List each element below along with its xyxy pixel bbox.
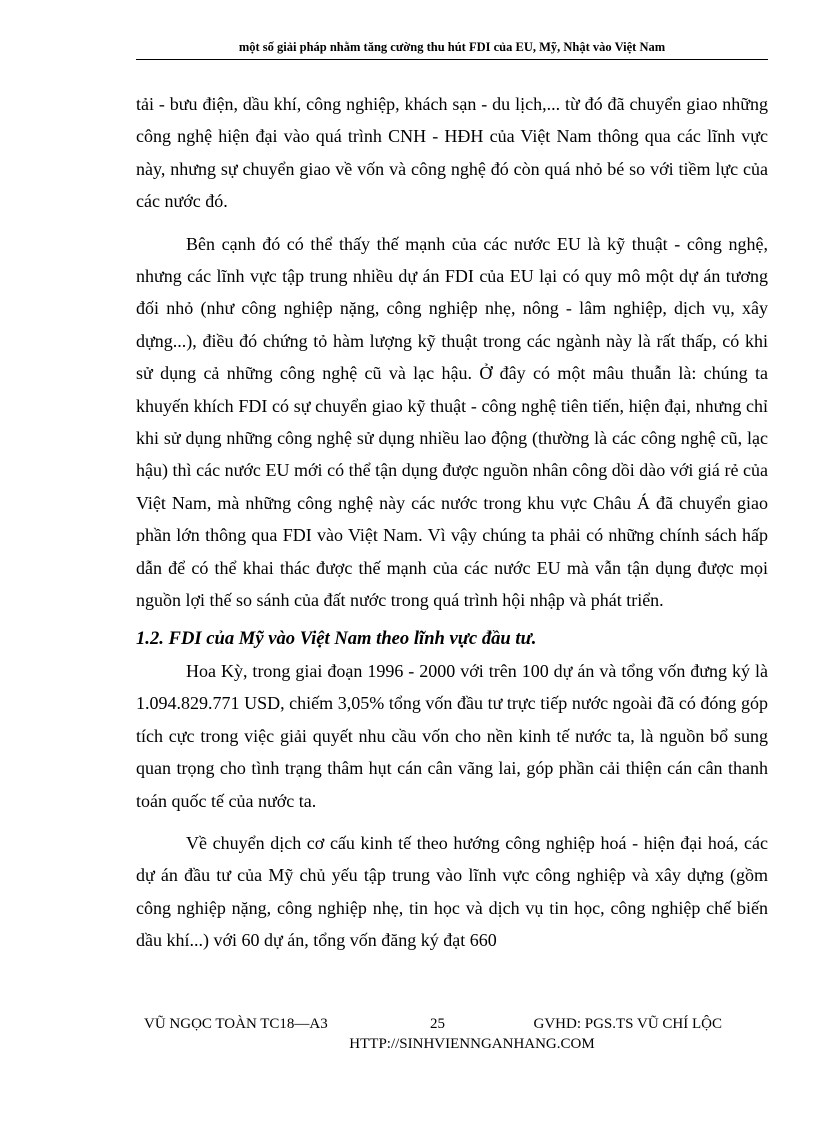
paragraph-continuation: tải - bưu điện, dầu khí, công nghiệp, khách sạn - du lịch,... từ đó đã chuyển giao những công nghệ hiện đại vào quá trình CNH - HĐH của Việt Nam thông qua các lĩnh vực này, nhưng sự chuyển giao về vốn và công nghệ đó còn quá nhỏ bé so với tiềm lực của các nước đó. xyxy=(136,94,768,212)
page-header xyxy=(136,40,768,60)
header-title: một số giải pháp nhằm tăng cường thu hút FDI của EU, Mỹ, Nhật vào Việt Nam xyxy=(238,40,666,54)
footer-url: HTTP://SINHVIENNGANHANG.COM xyxy=(349,1036,595,1052)
page-number: 25 xyxy=(430,1016,445,1032)
paragraph-eu-technology: Bên cạnh đó có thể thấy thế mạnh của các nước EU là kỹ thuật - công nghệ, nhưng các lĩnh vực tập trung nhiều dự án FDI của EU lại có quy mô một dự án tương đối nhỏ (như công nghiệp nặng, công nghiệp nhẹ, nông - lâm nghiệp, dịch vụ, xây dựng...), điều đó chứng tỏ hàm lượng kỹ thuật trong các ngành này là rất thấp, có khi sử dụng cả những công nghệ cũ và lạc hậu. Ở đây có một mâu thuẫn là: chúng ta khuyến khích FDI có sự chuyển giao kỹ thuật - công nghệ tiên tiến, hiện đại, nhưng chỉ khi sử dụng những công nghệ sử dụng nhiều lao động (thường là các công nghệ cũ, lạc hậu) thì các nước EU mới có thể tận dụng được nguồn nhân công dồi dào với giá rẻ của Việt Nam, mà những công nghệ này các nước trong khu vực Châu Á đã chuyển giao phần lớn thông qua FDI vào Việt Nam. Vì vậy chúng ta phải có những chính sách hấp dẫn để có thể khai thác được thế mạnh của các nước EU mà vẫn tận dụng được mọi nguồn lợi thế so sánh của đất nước trong quá trình hội nhập và phát triển. xyxy=(136,233,768,611)
paragraph-us-investment: Hoa Kỳ, trong giai đoạn 1996 - 2000 với trên 100 dự án và tổng vốn đưng ký là 1.094.829.771 USD, chiếm 3,05% tổng vốn đầu tư trực tiếp nước ngoài đã có đóng góp tích cực trong việc giải quyết nhu cầu vốn cho nền kinh tế nước ta, là nguồn bổ sung quan trọng cho tình trạng thâm hụt cán cân vãng lai, góp phần cải thiện cán cân thanh toán quốc tế của nước ta. xyxy=(136,660,768,811)
footer-author: VŨ NGỌC TOÀN TC18—A3 xyxy=(144,1016,328,1032)
main-content xyxy=(136,88,768,957)
page-footer xyxy=(136,1016,768,1053)
section-heading: 1.2. FDI của Mỹ vào Việt Nam theo lĩnh vực đầu tư. xyxy=(136,627,537,649)
paragraph-structural-shift: Về chuyển dịch cơ cấu kinh tế theo hướng công nghiệp hoá - hiện đại hoá, các dự án đầu tư của Mỹ chủ yếu tập trung vào lĩnh vực công nghiệp và xây dựng (gồm công nghiệp nặng, công nghiệp nhẹ, tin học và dịch vụ tin học, công nghiệp chế biến dầu khí...) với 60 dự án, tổng vốn đăng ký đạt 660 xyxy=(136,832,768,951)
footer-advisor: GVHD: PGS.TS VŨ CHÍ LỘC xyxy=(533,1016,722,1032)
